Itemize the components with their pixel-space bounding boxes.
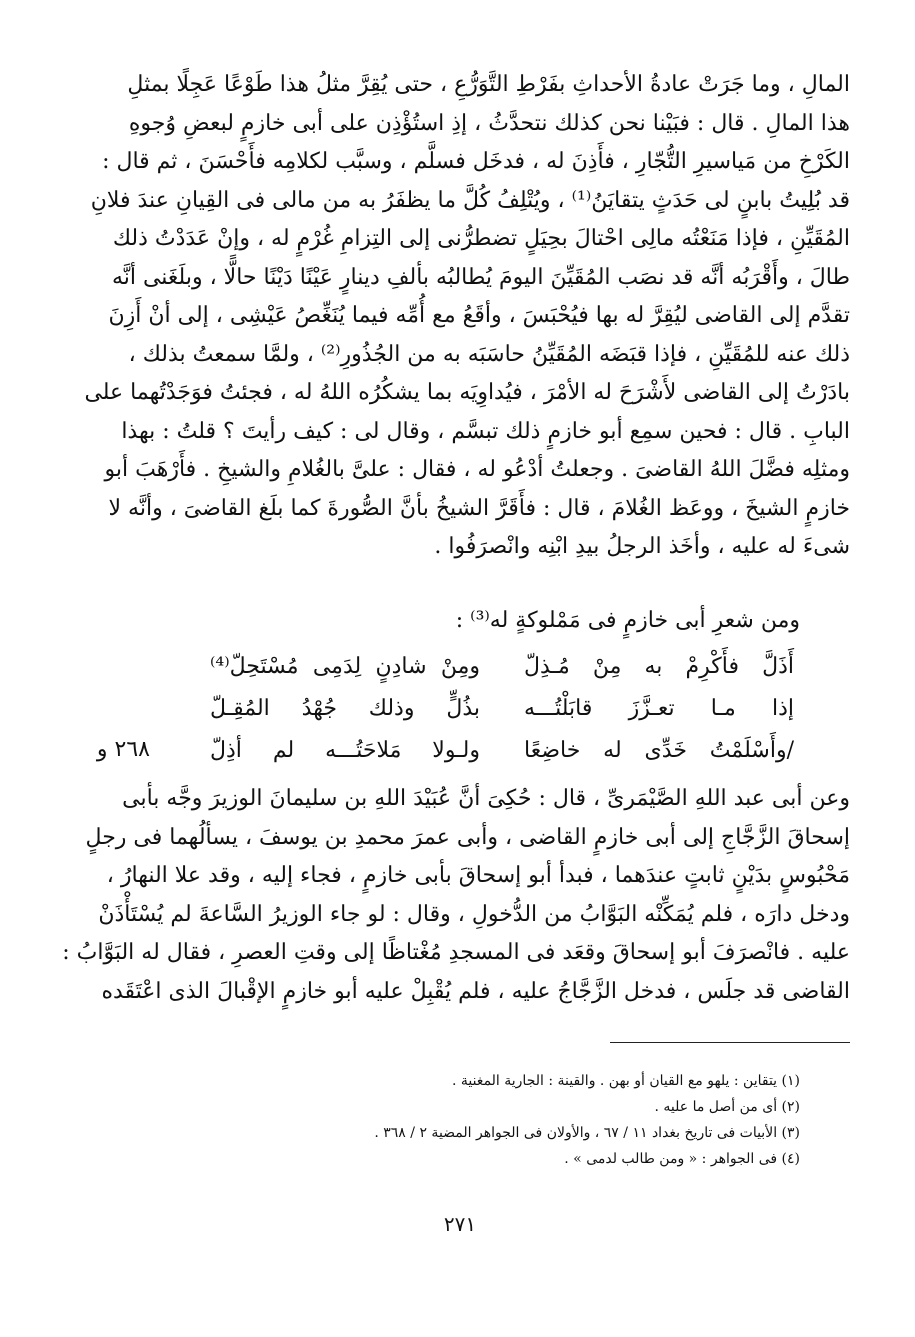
text-line: تقدَّم إلى القاضى ليُقِرَّ له بها فيُحْبَسَ ، وأقَعُ مع أُمِّه فيما يُنَغِّصُ عَيْشِى ، إلى أنْ أَزِنَ <box>108 303 850 328</box>
text-line: ومثلِه فضَّلَ اللهُ القاضىَ . وجعلتُ أدْعُو له ، فقال : علىَّ بالغُلامِ والشيخِ . فأَرْهَبَ أبو <box>104 457 850 482</box>
text-line: إسحاقَ الزَّجَّاجِ إلى أبى خازمٍ القاضى ، وأبى عمرَ محمدِ بن يوسفَ ، يسألُهما فى رجلٍ <box>85 824 850 850</box>
main-text-block-1 <box>84 66 850 567</box>
verse-first-hemistich: أَذَلَّ فأَكْرِمْ به مِنْ مُـذِلّ <box>524 654 794 679</box>
text-line: القاضى قد جلَس ، فدخل الزَّجَّاجُ عليه ، فلم يُقْبِلْ عليه أبو خازمٍ الإقْبالَ الذى اعْتَقَده <box>101 978 850 1004</box>
manuscript-folio-marker: ٢٦٨ و <box>96 737 150 762</box>
verse-second-hemistich: ولـولا مَلاحَتُـــه لم أذِلّ <box>210 738 480 763</box>
text-line: بادَرْتُ إلى القاضى لأَشْرَحَ له الأمْرَ ، فيُداوِيَه بما يشكُرُه اللهُ له ، فجئتُ فوَجَدْتُهما على <box>84 380 850 405</box>
text-line: الكَرْخِ من مَياسيرِ التُّجّارِ ، فأَذِنَ له ، فدخَل فسلَّم ، وسبَّب لكلامِه فأَحْسَنَ ، ثم قال : <box>102 149 850 174</box>
poem <box>210 646 794 772</box>
poem-verse <box>210 688 794 730</box>
footnotes <box>300 1068 800 1172</box>
footnote: (٤) فى الجواهر : « ومن طالب لدمى » . <box>564 1151 800 1167</box>
verse-first-hemistich: /وأَسْلَمْتُ خَدِّى له خاضِعًا <box>524 738 794 763</box>
text-line: مَحْبُوسٍ بدَيْنٍ ثابتٍ عندَهما ، فبدأ أبو إسحاقَ بأبى خازمٍ ، فجاء إليه ، وقد علا النهارُ ، <box>106 863 850 888</box>
text-line: هذا المالِ . قال : فبَيْنا نحن كذلك نتحدَّثُ ، إذِ استُؤْذِن على أبى خازمٍ لبعضِ وُجوهِ <box>128 110 850 136</box>
verse-first-hemistich: إذا مـا تعـزَّزَ قابَلْتُـــه <box>524 696 794 721</box>
text-line: البابِ . قال : فحين سمِع أبو خازمٍ ذلك تبسَّم ، وقال لى : كيف رأيتَ ؟ قلتُ : بهذا <box>121 418 850 444</box>
poem-verse <box>210 730 794 772</box>
footnote: (٣) الأبيات فى تاريخ بغداد ١١ / ٦٧ ، والأولان فى الجواهر المضية ٢ / ٣٦٨ . <box>374 1125 800 1141</box>
poem-verse <box>210 646 794 688</box>
text-line: طالَ ، وأَقْرَبُه أنَّه قد نصَب المُقَيِّنَ اليومَ يُطالبُه بألفِ دينارٍ عَيْنًا دَيْنًا حالًّا ، وبلَغَنى أنَّه <box>111 264 850 290</box>
text-line: ودخل دارَه ، فلم يُمَكِّنْه البَوَّابُ من الدُّخولِ ، وقال : لو جاء الوزيرُ السَّاعةَ لم يُسْتَأْذَنْ <box>98 901 850 927</box>
text-line: خازمٍ الشيخَ ، ووعَظ الغُلامَ ، قال : فأَقَرَّ الشيخُ بأنَّ الصُّورةَ كما بلَغ القاضىَ ، وأنَّه لا <box>108 495 850 521</box>
verse-second-hemistich: ومِنْ شادِنٍ لِدَمِى مُسْتَحِلّ⁽⁴⁾ <box>210 654 480 679</box>
text-line: شىءَ له عليه ، وأخَذ الرجلُ بيدِ ابْنِه وانْصرَفُوا . <box>434 534 850 559</box>
footnote-separator <box>610 1042 850 1043</box>
text-line: المالِ ، وما جَرَتْ عادةُ الأحداثِ بفَرْطِ التَّوَرُّعِ ، حتى يُقِرَّ مثلُ هذا طَوْعًا عَجِلًا بمثلِ <box>127 72 850 97</box>
text-line: وعن أبى عبد اللهِ الصَّيْمَرىِّ ، قال : حُكِىَ أنَّ عُبَيْدَ اللهِ بن سليمانَ الوزيرَ وجَّه بأبى <box>122 786 850 811</box>
page-number: ٢٧١ <box>443 1212 477 1236</box>
poetry-intro: ومن شعرِ أبى خازمٍ فى مَمْلوكةٍ له⁽³⁾ : <box>455 608 800 633</box>
text-line: قد بُلِيتُ بابنٍ لى حَدَثٍ يتقايَنُ⁽¹⁾ ، ويُتْلِفُ كُلَّ ما يظفَرُ به من مالى فى القِيانِ عندَ فلانِ <box>90 187 850 213</box>
text-line: المُقَيِّنِ ، فإذا مَنَعْتُه مالِى احْتالَ بحِيَلٍ تضطرُّنى إلى التِزامِ غُرْمٍ له ، وإنْ عَدَدْتُ ذلك <box>112 226 850 251</box>
verse-second-hemistich: بذُلٍّ وذلك جُهْدُ المُقِـلّ <box>210 696 480 721</box>
text-line: ذلك عنه للمُقَيِّنِ ، فإذا قبَضَه المُقَيِّنُ حاسَبَه به من الجُذُورِ⁽²⁾ ، ولمَّا سمعتُ بذلك ، <box>128 341 850 367</box>
footnote: (١) يتقاين : يلهو مع القيان أو بهن . والقينة : الجارية المغنية . <box>451 1073 800 1089</box>
main-text-block-2 <box>62 780 850 1011</box>
text-line: عليه . فانْصرَفَ أبو إسحاقَ وقعَد فى المسجدِ مُغْتاظًا إلى وقتِ العصرِ ، فقال له البَوَّابُ : <box>62 940 850 965</box>
footnote: (٢) أى من أصل ما عليه . <box>654 1099 800 1115</box>
